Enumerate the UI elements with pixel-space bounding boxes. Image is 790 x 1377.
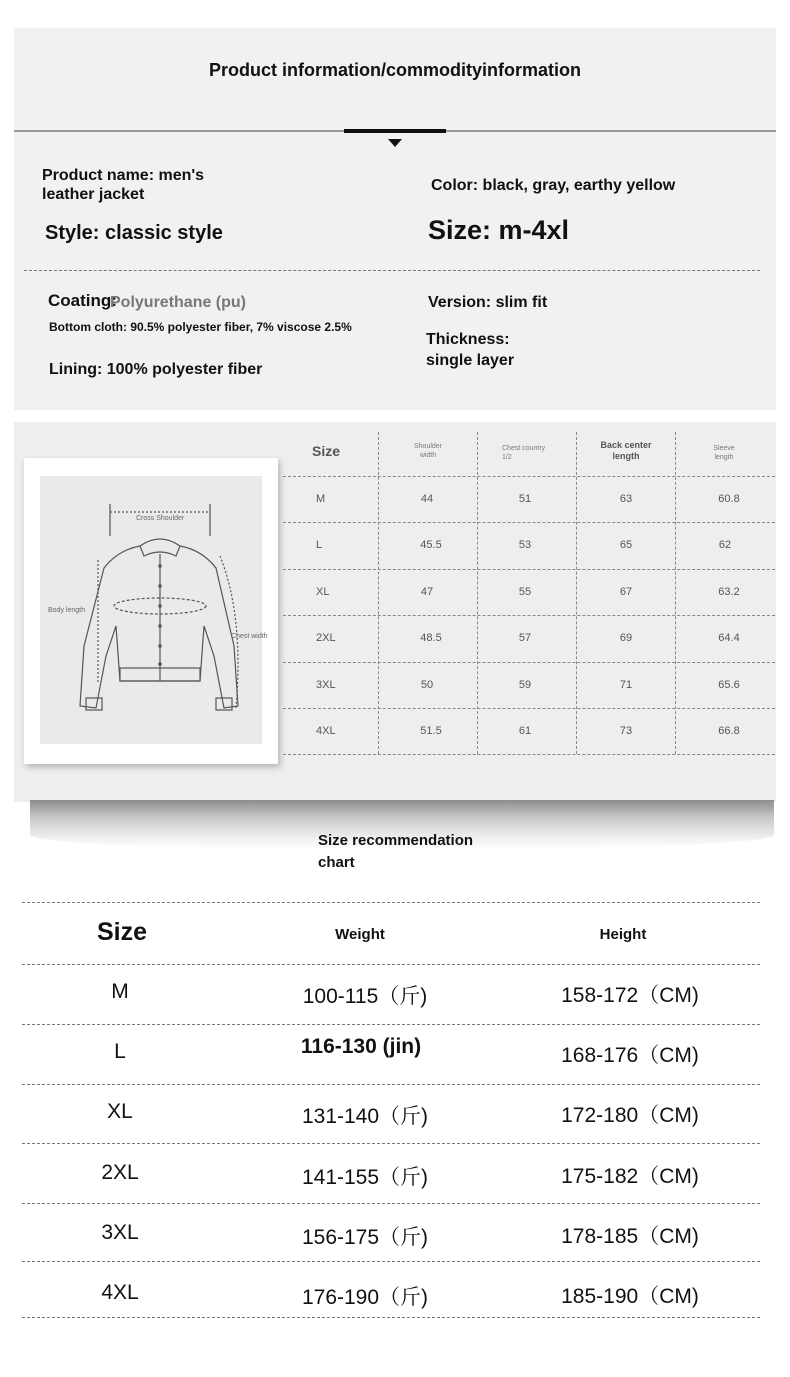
rec-cell-size: 3XL <box>101 1221 139 1244</box>
rec-cell-weight: 116-130 (jin) <box>300 1035 422 1058</box>
measure-cell: 50 <box>420 679 434 691</box>
measure-cell: 65 <box>619 539 633 551</box>
rec-cell-weight: 141-155（斤) <box>301 1166 429 1189</box>
measure-cell: 59 <box>518 679 532 691</box>
measure-header-sleeve: Sleeve length <box>713 445 735 461</box>
product-info-title: Product information/commodityinformation <box>209 60 581 80</box>
rec-header-height: Height <box>599 926 647 943</box>
rec-grid-line <box>22 1203 760 1204</box>
measure-header-size: Size <box>312 443 341 459</box>
coating-label: Coating: <box>48 291 117 310</box>
measure-cell: 65.6 <box>718 679 740 691</box>
measure-grid-vline <box>378 432 379 754</box>
rec-cell-weight: 176-190（斤) <box>301 1286 429 1309</box>
measure-cell: 2XL <box>316 632 336 644</box>
recommendation-title: Size recommendation chart <box>318 832 474 871</box>
rec-cell-size: L <box>114 1040 126 1063</box>
measure-grid-vline <box>477 432 478 754</box>
rec-cell-height: 158-172（CM) <box>561 984 699 1007</box>
measure-cell: 45.5 <box>420 539 442 551</box>
rec-grid-line <box>22 1084 760 1085</box>
measure-cell: XL <box>316 586 330 598</box>
rec-cell-weight: 100-115（斤) <box>302 985 428 1008</box>
title-divider-accent <box>344 129 446 133</box>
measure-cell: 3XL <box>316 679 336 691</box>
measure-header-back-length: Back center length <box>600 440 652 461</box>
product-style: Style: classic style <box>45 222 223 244</box>
measure-cell: 64.4 <box>718 632 740 644</box>
measure-header-chest: Chest country 1/2 <box>502 445 546 461</box>
measure-cell: 66.8 <box>718 725 740 737</box>
body-length-label: Body length <box>48 607 85 614</box>
measure-cell: 69 <box>619 632 633 644</box>
measure-grid-hline <box>283 476 775 477</box>
product-color: Color: black, gray, earthy yellow <box>431 177 676 194</box>
rec-cell-size: XL <box>107 1100 133 1123</box>
version: Version: slim fit <box>428 294 548 311</box>
rec-grid-line <box>22 1024 760 1025</box>
measure-grid-hline <box>283 662 775 663</box>
measure-cell: 53 <box>518 539 532 551</box>
measure-grid-hline <box>283 615 775 616</box>
thickness: Thickness: single layer <box>426 331 515 369</box>
rec-grid-line <box>22 1143 760 1144</box>
measure-cell: 62 <box>718 539 732 551</box>
info-separator <box>24 270 760 271</box>
cross-shoulder-label: Cross Shoulder <box>136 515 185 522</box>
measure-grid-vline <box>675 432 676 754</box>
rec-cell-height: 178-185（CM) <box>561 1225 699 1248</box>
measure-cell: 71 <box>619 679 633 691</box>
measure-cell: 57 <box>518 632 532 644</box>
measure-cell: M <box>316 493 326 505</box>
product-name: Product name: men's leather jacket <box>42 167 205 203</box>
lining: Lining: 100% polyester fiber <box>49 361 263 378</box>
rec-cell-height: 172-180（CM) <box>561 1104 699 1127</box>
measure-grid-hline <box>283 569 775 570</box>
measure-cell: 55 <box>518 586 532 598</box>
rec-cell-size: M <box>111 980 129 1003</box>
measure-cell: 60.8 <box>718 493 740 505</box>
measure-cell: 63.2 <box>718 586 740 598</box>
bottom-cloth: Bottom cloth: 90.5% polyester fiber, 7% viscose 2.5% <box>49 320 352 334</box>
rec-header-weight: Weight <box>335 926 385 943</box>
rec-cell-height: 175-182（CM) <box>561 1165 699 1188</box>
product-size: Size: m-4xl <box>428 215 570 245</box>
rec-header-size: Size <box>96 918 148 946</box>
measure-grid-hline <box>283 522 775 523</box>
measure-cell: 44 <box>420 493 434 505</box>
rec-cell-height: 185-190（CM) <box>561 1285 699 1308</box>
rec-grid-line <box>22 1261 760 1262</box>
measure-cell: 4XL <box>316 725 336 737</box>
measure-cell: 48.5 <box>420 632 442 644</box>
measure-header-shoulder: Shoulder width <box>413 443 443 459</box>
measure-cell: 51.5 <box>420 725 442 737</box>
measure-cell: 51 <box>518 493 532 505</box>
rec-cell-weight: 156-175（斤) <box>301 1226 429 1249</box>
measure-cell: 73 <box>619 725 633 737</box>
rec-cell-weight: 131-140（斤) <box>301 1105 429 1128</box>
chest-width-label: Chest width <box>231 633 268 640</box>
coating-value: Polyurethane (pu) <box>110 294 247 311</box>
measure-cell: 61 <box>518 725 532 737</box>
rec-cell-size: 4XL <box>101 1281 139 1304</box>
measure-cell: L <box>316 539 323 551</box>
measure-grid-vline <box>576 432 577 754</box>
measure-cell: 63 <box>619 493 633 505</box>
rec-grid-line <box>22 964 760 965</box>
rec-grid-line <box>22 902 760 903</box>
rec-cell-height: 168-176（CM) <box>561 1044 699 1067</box>
caret-down-icon <box>388 139 402 147</box>
measure-cell: 47 <box>420 586 434 598</box>
measure-cell: 67 <box>619 586 633 598</box>
measure-grid-hline <box>283 754 775 755</box>
measure-grid-hline <box>283 708 775 709</box>
rec-cell-size: 2XL <box>101 1161 139 1184</box>
rec-grid-line <box>22 1317 760 1318</box>
